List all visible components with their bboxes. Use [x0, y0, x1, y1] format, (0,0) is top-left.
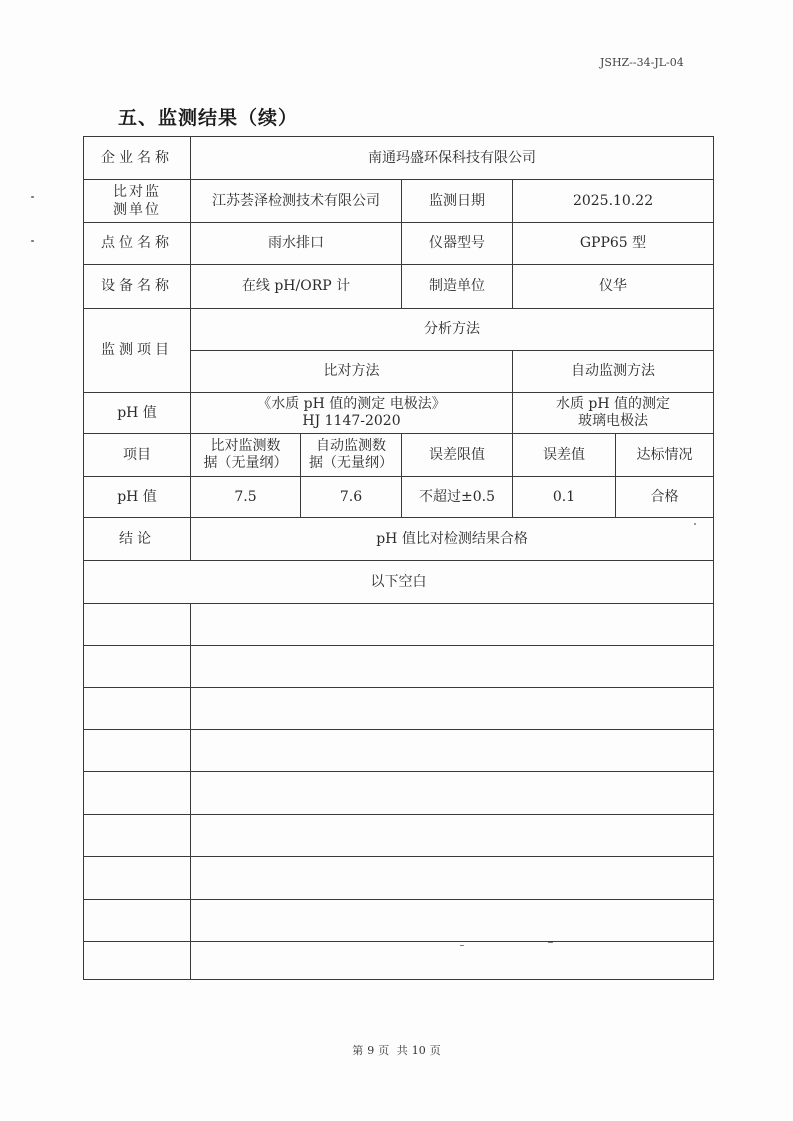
- scan-speck: [460, 945, 464, 946]
- device-value: 在线 pH/ORP 计: [191, 265, 402, 309]
- compare-data-header: 比对监测数 据（无量纲）: [191, 434, 301, 477]
- site-value: 雨水排口: [191, 223, 402, 265]
- result-auto-value: 7.6: [301, 477, 402, 518]
- method-header-row: [84, 309, 714, 351]
- total-pages: 10: [411, 1044, 426, 1057]
- scan-speck: [31, 196, 34, 198]
- blank-note: 以下空白: [84, 561, 714, 604]
- site-label: 点位名称: [84, 223, 191, 265]
- error-header: 误差值: [513, 434, 616, 477]
- result-status: 合格: [616, 477, 714, 518]
- document-code: JSHZ--34-JL-04: [600, 56, 684, 69]
- limit-header: 误差限值: [402, 434, 513, 477]
- page-number: 9: [367, 1044, 375, 1057]
- empty-row: [84, 646, 714, 688]
- compare-method-name: 《水质 pH 值的测定 电极法》: [257, 396, 446, 412]
- model-value: GPP65 型: [513, 223, 714, 265]
- results-item-header: 项目: [84, 434, 191, 477]
- method-header: 分析方法: [191, 309, 714, 351]
- empty-row: [84, 900, 714, 942]
- empty-row: [84, 730, 714, 772]
- empty-row: [84, 688, 714, 730]
- maker-value: 仪华: [513, 265, 714, 309]
- empty-row: [84, 604, 714, 646]
- page-footer: 第 9 页 共 10 页: [352, 1044, 441, 1057]
- company-value: 南通玛盛环保科技有限公司: [191, 137, 714, 180]
- scan-speck: [31, 240, 34, 242]
- conclusion-label: 结论: [84, 518, 191, 561]
- unit-value: 江苏荟泽检测技术有限公司: [191, 180, 402, 223]
- monitoring-results-table: [83, 136, 714, 980]
- empty-row: [84, 857, 714, 900]
- section-title: 五、监测结果（续）: [118, 107, 299, 129]
- item-label: 监测项目: [84, 309, 191, 393]
- ph-method-row: [84, 393, 714, 434]
- unit-row: [84, 180, 714, 223]
- results-row: [84, 477, 714, 518]
- result-error: 0.1: [513, 477, 616, 518]
- compare-method-header: 比对方法: [191, 351, 513, 393]
- scan-speck: [548, 942, 553, 943]
- results-header-row: [84, 434, 714, 477]
- date-label: 监测日期: [402, 180, 513, 223]
- blank-note-row: [84, 561, 714, 604]
- auto-method-type: 玻璃电极法: [578, 413, 649, 429]
- model-label: 仪器型号: [402, 223, 513, 265]
- ph-label: pH 值: [84, 393, 191, 434]
- auto-method-cell: [513, 393, 714, 434]
- result-limit: 不超过±0.5: [402, 477, 513, 518]
- empty-row: [84, 772, 714, 815]
- maker-label: 制造单位: [402, 265, 513, 309]
- conclusion-row: [84, 518, 714, 561]
- compare-method-standard: HJ 1147-2020: [302, 413, 401, 429]
- device-row: [84, 265, 714, 309]
- auto-data-header: 自动监测数 据（无量纲）: [301, 434, 402, 477]
- result-compare-value: 7.5: [191, 477, 301, 518]
- result-item: pH 值: [84, 477, 191, 518]
- company-row: [84, 137, 714, 180]
- scan-speck: [694, 523, 696, 525]
- conclusion-value: pH 值比对检测结果合格: [191, 518, 714, 561]
- empty-row: [84, 815, 714, 857]
- company-label: 企业名称: [84, 137, 191, 180]
- status-header: 达标情况: [616, 434, 714, 477]
- site-row: [84, 223, 714, 265]
- unit-label: 比对监测单位: [84, 180, 191, 223]
- empty-row: [84, 942, 714, 980]
- auto-method-name: 水质 pH 值的测定: [555, 396, 671, 412]
- compare-method-cell: [191, 393, 513, 434]
- date-value: 2025.10.22: [513, 180, 714, 223]
- auto-method-header: 自动监测方法: [513, 351, 714, 393]
- device-label: 设备名称: [84, 265, 191, 309]
